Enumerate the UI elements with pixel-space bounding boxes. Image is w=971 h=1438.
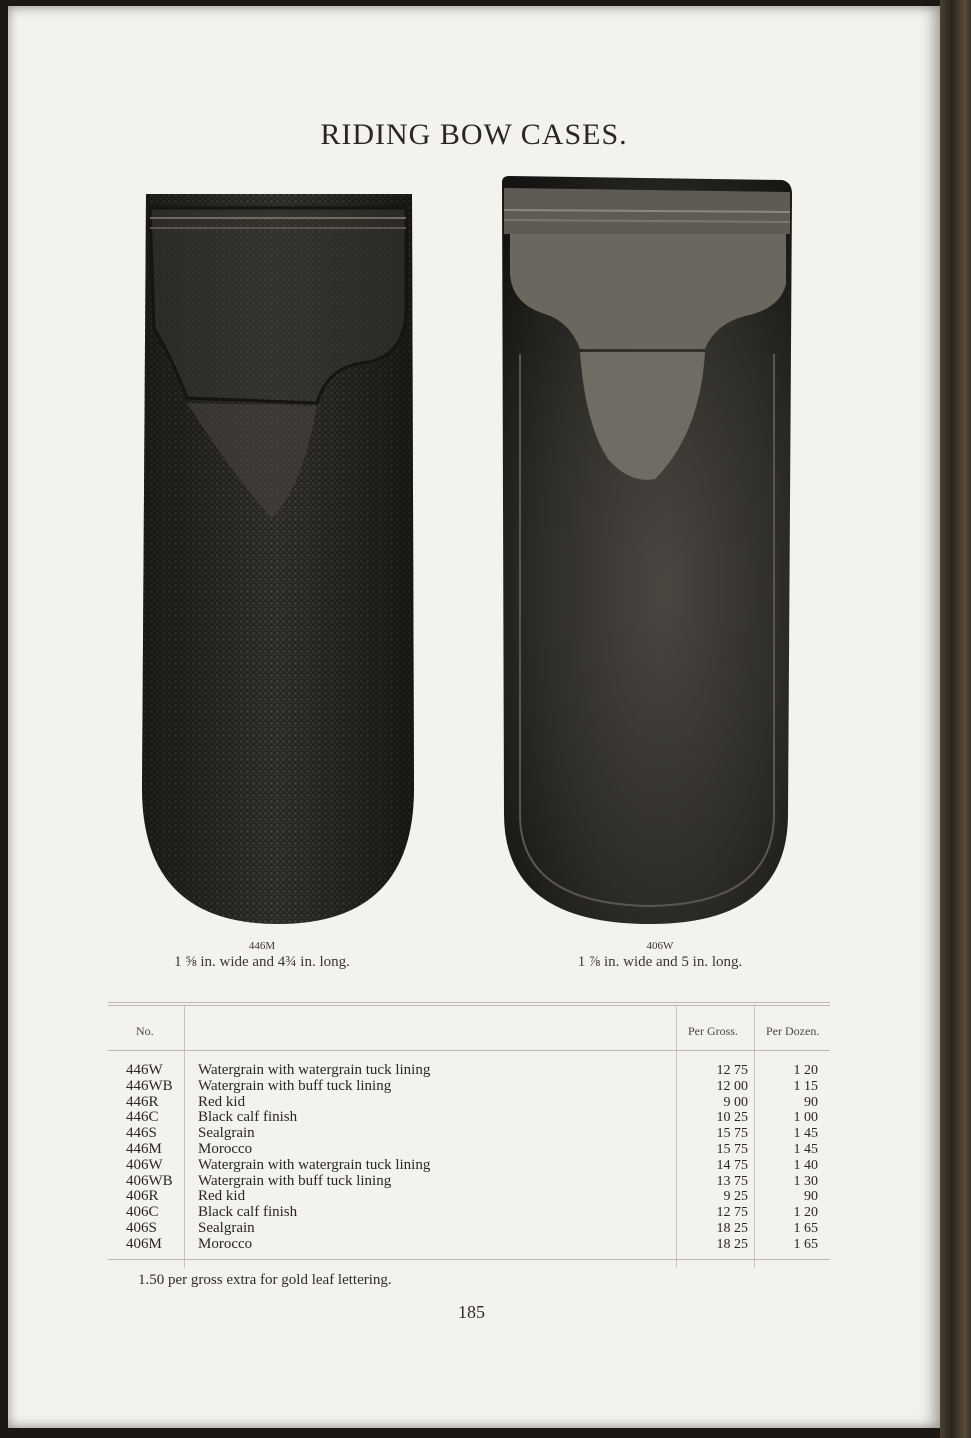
item-number: 406R [126,1188,159,1205]
page-number: 185 [458,1302,485,1322]
book-spine [940,0,971,1438]
price-per-gross: 18 25 [716,1220,748,1236]
item-description: Watergrain with buff tuck lining [198,1077,392,1094]
case-dimensions: 1 ⅞ in. wide and 5 in. long. [577,954,743,970]
price-per-gross: 18 25 [716,1236,748,1252]
case-number: 446M [248,940,276,952]
price-per-dozen: 1 15 [793,1078,818,1094]
table-row [108,1126,830,1142]
header-no: No. [136,1024,154,1038]
case-number: 406W [646,940,674,952]
item-description: Sealgrain [198,1125,255,1142]
table-row [108,1079,830,1095]
item-number: 406C [126,1204,159,1221]
item-number: 446C [126,1109,159,1126]
case-dimensions: 1 ⅝ in. wide and 4¾ in. long. [174,954,350,970]
table-row [108,1205,830,1221]
item-description: Morocco [198,1140,253,1157]
case-image-446m [132,188,422,928]
item-description: Sealgrain [198,1219,255,1236]
price-per-dozen: 1 65 [793,1236,818,1252]
price-per-gross: 15 75 [716,1126,748,1142]
item-description: Black calf finish [198,1109,298,1126]
price-per-gross: 9 00 [723,1094,748,1110]
item-description: Black calf finish [198,1204,298,1221]
table-row [108,1095,830,1111]
table-body [108,1051,830,1260]
price-per-dozen: 90 [804,1094,818,1110]
table-row [108,1110,830,1126]
price-per-dozen: 1 40 [793,1157,818,1173]
item-description: Watergrain with buff tuck lining [198,1172,392,1189]
item-number: 446WB [126,1077,173,1094]
case-caption-406w [540,940,780,971]
price-per-gross: 13 75 [716,1173,748,1189]
header-per-gross: Per Gross. [688,1024,738,1038]
price-per-gross: 14 75 [716,1157,748,1173]
item-number: 446W [126,1062,163,1078]
item-number: 446R [126,1093,159,1110]
price-per-gross: 12 00 [716,1078,748,1094]
table-row [108,1237,830,1253]
price-per-dozen: 1 45 [793,1126,818,1142]
table-row [108,1174,830,1190]
price-per-dozen: 1 00 [793,1110,818,1126]
item-number: 446M [126,1140,162,1157]
catalog-page [8,6,940,1428]
table-row [108,1158,830,1174]
item-number: 406M [126,1235,162,1252]
case-image-406w [490,174,800,930]
item-number: 406S [126,1219,157,1236]
item-number: 406WB [126,1172,173,1189]
price-table [108,1002,830,1260]
price-per-gross: 15 75 [716,1141,748,1157]
item-description: Red kid [198,1093,246,1110]
price-per-gross: 12 75 [716,1063,748,1078]
item-number: 406W [126,1156,163,1173]
item-description: Watergrain with watergrain tuck lining [198,1062,431,1078]
price-per-dozen: 1 45 [793,1141,818,1157]
item-description: Red kid [198,1188,246,1205]
footnote: 1.50 per gross extra for gold leaf lettering. [138,1272,392,1288]
item-description: Morocco [198,1235,253,1252]
price-per-dozen: 1 20 [793,1063,818,1078]
price-per-gross: 12 75 [716,1205,748,1221]
table-row [108,1189,830,1205]
table-row [108,1142,830,1158]
price-per-dozen: 1 30 [793,1173,818,1189]
price-per-gross: 10 25 [716,1110,748,1126]
price-per-dozen: 90 [804,1189,818,1205]
price-per-dozen: 1 20 [793,1205,818,1221]
table-header [108,1006,830,1051]
header-per-dozen: Per Dozen. [766,1024,820,1038]
page-title: RIDING BOW CASES. [320,118,628,151]
price-per-gross: 9 25 [723,1189,748,1205]
price-per-dozen: 1 65 [793,1220,818,1236]
table-row [108,1221,830,1237]
table-row [108,1063,830,1079]
case-caption-446m [142,940,382,971]
item-description: Watergrain with watergrain tuck lining [198,1156,431,1173]
item-number: 446S [126,1125,157,1142]
